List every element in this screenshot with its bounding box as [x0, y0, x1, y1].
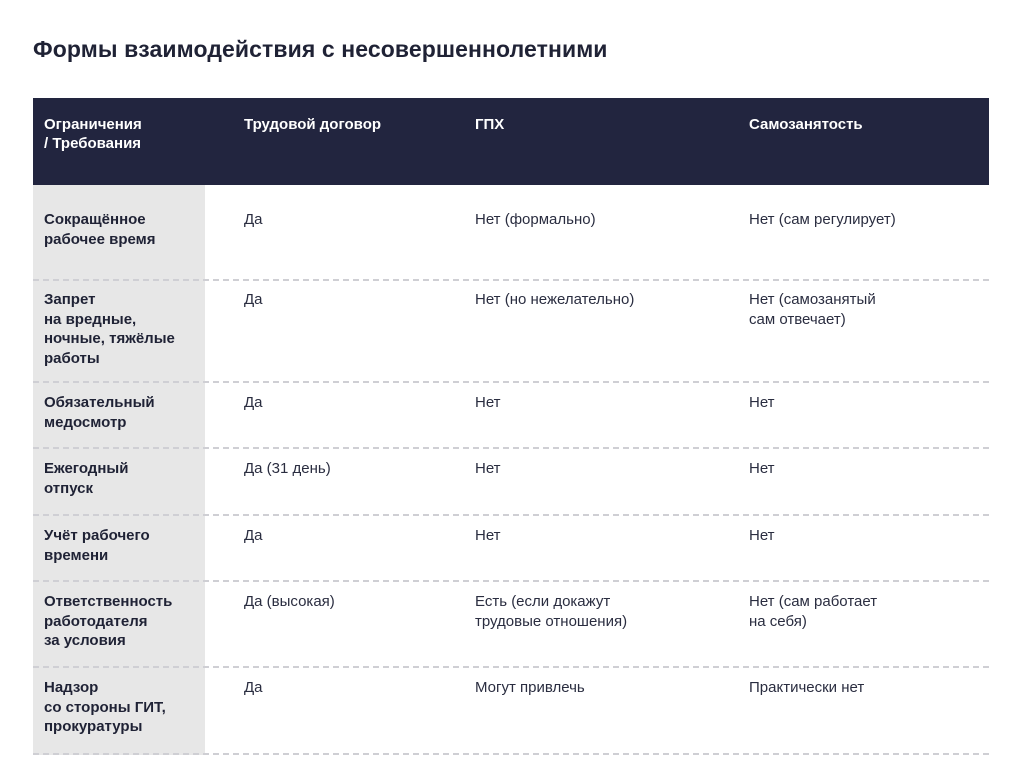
table-cell: Да — [244, 394, 263, 411]
table-cell: Да — [244, 291, 263, 308]
table-cell: Практически нет — [749, 679, 865, 696]
table-row — [33, 383, 989, 449]
header-civil-contract: ГПХ — [475, 116, 505, 133]
table-cell: Да (высокая) — [244, 593, 335, 610]
table-cell: Да — [244, 211, 263, 228]
table-cell: Нет (но нежелательно) — [475, 291, 635, 308]
row-label: Надзор со стороны ГИТ, прокуратуры — [33, 668, 205, 755]
table-row — [33, 668, 989, 755]
table-cell: Нет — [749, 394, 775, 411]
table-row — [33, 582, 989, 668]
table-row — [33, 516, 989, 582]
header-self-employment: Самозанятость — [749, 116, 863, 133]
comparison-table — [33, 98, 989, 755]
row-label: Запрет на вредные, ночные, тяжёлые работы — [33, 281, 205, 383]
row-label: Учёт рабочего времени — [33, 516, 205, 582]
row-label: Ежегодный отпуск — [33, 449, 205, 516]
header-requirements: Ограничения / Требования — [44, 116, 142, 152]
table-cell: Нет (формально) — [475, 211, 596, 228]
row-label: Ответственность работодателя за условия — [33, 582, 205, 668]
table-cell: Да — [244, 527, 263, 544]
table-cell: Да (31 день) — [244, 460, 331, 477]
table-cell: Нет — [475, 460, 501, 477]
table-cell: Нет (сам регулирует) — [749, 211, 896, 228]
table-cell: Нет — [749, 527, 775, 544]
header-employment-contract: Трудовой договор — [244, 116, 382, 133]
table-row — [33, 185, 989, 281]
table-cell: Могут привлечь — [475, 679, 585, 696]
row-label: Сокращённое рабочее время — [33, 185, 205, 281]
table-header — [33, 98, 989, 185]
page-title: Формы взаимодействия с несовершеннолетними — [33, 36, 608, 62]
table-cell: Нет — [475, 394, 501, 411]
table-cell: Нет (сам работает на себя) — [749, 593, 878, 630]
table-cell: Нет — [749, 460, 775, 477]
table-cell: Есть (если докажут трудовые отношения) — [475, 593, 628, 630]
table-row — [33, 449, 989, 516]
table-cell: Да — [244, 679, 263, 696]
table-cell: Нет — [475, 527, 501, 544]
row-label: Обязательный медосмотр — [33, 383, 205, 449]
table-row — [33, 281, 989, 383]
table-cell: Нет (самозанятый сам отвечает) — [749, 291, 876, 328]
